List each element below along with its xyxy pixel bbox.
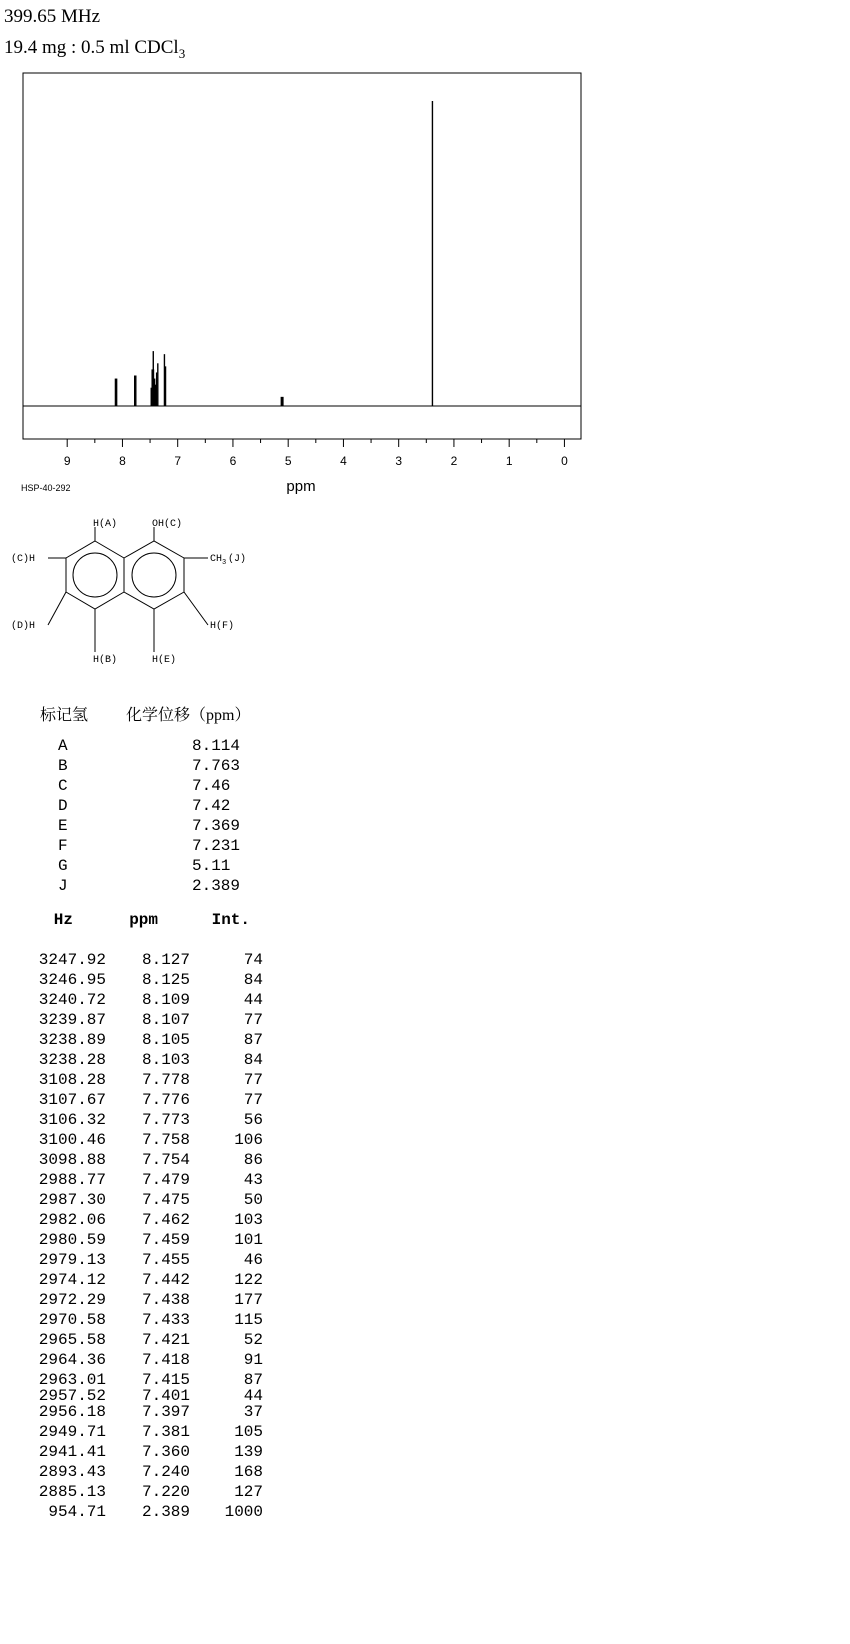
cell-hz: 2885.13 bbox=[38, 1483, 106, 1501]
table-row bbox=[20, 1310, 263, 1330]
assignment-shift: 5.11 bbox=[192, 857, 231, 875]
x-axis-label: ppm bbox=[286, 478, 316, 495]
sample-subscript: 3 bbox=[178, 45, 186, 61]
assignment-row bbox=[40, 776, 250, 796]
cell-int: 106 bbox=[234, 1131, 263, 1149]
table-row bbox=[20, 990, 263, 1010]
cell-ppm: 2.389 bbox=[141, 1503, 190, 1521]
table-row bbox=[20, 1350, 263, 1370]
cell-int: 56 bbox=[243, 1111, 263, 1129]
cell-hz: 2893.43 bbox=[38, 1463, 106, 1481]
assignment-row bbox=[40, 796, 250, 816]
cell-hz: 2988.77 bbox=[38, 1171, 106, 1189]
assignment-shift: 2.389 bbox=[192, 877, 241, 895]
spectrum-code: HSP-40-292 bbox=[21, 483, 71, 493]
assignment-label: B bbox=[58, 757, 68, 775]
assignment-label: C bbox=[58, 777, 68, 795]
assignment-row bbox=[40, 736, 250, 756]
cell-ppm: 7.397 bbox=[141, 1403, 190, 1421]
assignment-row bbox=[40, 816, 250, 836]
header-label: 标记氢 bbox=[40, 707, 89, 724]
cell-ppm: 7.401 bbox=[141, 1387, 190, 1405]
cell-int: 44 bbox=[243, 1387, 263, 1405]
cell-ppm: 7.220 bbox=[141, 1483, 190, 1501]
table-row bbox=[20, 1050, 263, 1070]
cell-int: 46 bbox=[243, 1251, 263, 1269]
cell-int: 50 bbox=[243, 1191, 263, 1209]
label-ch3-sub: 3 bbox=[222, 559, 227, 567]
assignment-row bbox=[40, 856, 250, 876]
x-tick-label: 0 bbox=[561, 454, 568, 468]
cell-hz: 3100.46 bbox=[38, 1131, 106, 1149]
cell-int: 127 bbox=[234, 1483, 263, 1501]
table-row bbox=[20, 1070, 263, 1090]
cell-int: 91 bbox=[243, 1351, 263, 1369]
cell-ppm: 7.758 bbox=[141, 1131, 190, 1149]
table-row bbox=[20, 1130, 263, 1150]
table-row bbox=[20, 1090, 263, 1110]
cell-int: 1000 bbox=[224, 1503, 263, 1521]
cell-hz: 954.71 bbox=[48, 1503, 106, 1521]
assignment-shift: 7.369 bbox=[192, 817, 241, 835]
cell-int: 87 bbox=[243, 1371, 263, 1389]
cell-ppm: 8.109 bbox=[141, 991, 190, 1009]
cell-ppm: 7.442 bbox=[141, 1271, 190, 1289]
right-ring bbox=[124, 541, 184, 609]
cell-ppm: 7.381 bbox=[141, 1423, 190, 1441]
cell-hz: 3246.95 bbox=[38, 971, 106, 989]
bond-hf bbox=[184, 592, 208, 625]
header-int: Int. bbox=[211, 911, 250, 929]
cell-ppm: 7.462 bbox=[141, 1211, 190, 1229]
label-ch: CH bbox=[210, 554, 223, 565]
x-tick-label: 2 bbox=[450, 454, 458, 468]
table-row bbox=[20, 1110, 263, 1130]
left-aromatic-circle bbox=[73, 553, 117, 597]
cell-int: 77 bbox=[243, 1091, 263, 1109]
cell-ppm: 7.754 bbox=[141, 1151, 190, 1169]
cell-hz: 3247.92 bbox=[38, 951, 106, 969]
x-tick-label: 5 bbox=[284, 454, 292, 468]
peak-table-header bbox=[20, 910, 263, 950]
cell-int: 177 bbox=[234, 1291, 263, 1309]
cell-ppm: 7.778 bbox=[141, 1071, 190, 1089]
sample-text: 19.4 mg : 0.5 ml CDCl bbox=[4, 37, 179, 58]
cell-ppm: 7.455 bbox=[141, 1251, 190, 1269]
label-j: (J) bbox=[228, 554, 247, 565]
table-row bbox=[20, 950, 263, 970]
cell-int: 105 bbox=[234, 1423, 263, 1441]
assignment-table bbox=[40, 702, 250, 896]
table-row bbox=[20, 1482, 263, 1502]
assignment-row bbox=[40, 836, 250, 856]
table-row bbox=[20, 1230, 263, 1250]
cell-ppm: 7.776 bbox=[141, 1091, 190, 1109]
label-hf: H(F) bbox=[210, 621, 235, 632]
x-tick-label: 8 bbox=[119, 454, 126, 468]
cell-ppm: 7.773 bbox=[141, 1111, 190, 1129]
cell-ppm: 7.475 bbox=[141, 1191, 190, 1209]
header-ppm: ppm bbox=[129, 911, 158, 929]
assignment-shift: 7.763 bbox=[192, 757, 241, 775]
label-hc: (C)H bbox=[11, 554, 36, 565]
cell-hz: 2972.29 bbox=[38, 1291, 106, 1309]
table-row bbox=[20, 970, 263, 990]
cell-ppm: 7.459 bbox=[141, 1231, 190, 1249]
x-tick-label: 1 bbox=[505, 454, 513, 468]
cell-int: 84 bbox=[243, 971, 263, 989]
cell-hz: 2987.30 bbox=[38, 1191, 106, 1209]
table-row bbox=[20, 1250, 263, 1270]
cell-hz: 2941.41 bbox=[38, 1443, 106, 1461]
cell-hz: 2964.36 bbox=[38, 1351, 106, 1369]
left-ring bbox=[66, 541, 124, 609]
cell-ppm: 7.240 bbox=[141, 1463, 190, 1481]
table-row bbox=[20, 1502, 263, 1522]
cell-int: 101 bbox=[234, 1231, 263, 1249]
cell-hz: 2974.12 bbox=[38, 1271, 106, 1289]
cell-int: 77 bbox=[243, 1011, 263, 1029]
cell-int: 122 bbox=[234, 1271, 263, 1289]
table-row bbox=[20, 1462, 263, 1482]
assignment-row bbox=[40, 756, 250, 776]
table-row bbox=[20, 1170, 263, 1190]
cell-hz: 2956.18 bbox=[38, 1403, 106, 1421]
table-row bbox=[20, 1330, 263, 1350]
cell-ppm: 7.421 bbox=[141, 1331, 190, 1349]
cell-hz: 2965.58 bbox=[38, 1331, 106, 1349]
table-row bbox=[20, 1290, 263, 1310]
cell-hz: 2979.13 bbox=[38, 1251, 106, 1269]
cell-hz: 2949.71 bbox=[38, 1423, 106, 1441]
table-row bbox=[20, 1030, 263, 1050]
cell-ppm: 8.107 bbox=[141, 1011, 190, 1029]
cell-hz: 3239.87 bbox=[38, 1011, 106, 1029]
x-tick-label: 6 bbox=[229, 454, 237, 468]
table-row bbox=[20, 1422, 263, 1442]
spectrometer-frequency: 399.65 MHz bbox=[4, 6, 101, 27]
cell-hz: 3098.88 bbox=[38, 1151, 106, 1169]
cell-hz: 3238.28 bbox=[38, 1051, 106, 1069]
cell-hz: 2980.59 bbox=[38, 1231, 106, 1249]
cell-int: 52 bbox=[243, 1331, 263, 1349]
label-oh: OH(C) bbox=[152, 519, 183, 530]
cell-hz: 2957.52 bbox=[38, 1387, 106, 1405]
label-he: H(E) bbox=[152, 655, 177, 666]
table-row bbox=[20, 1442, 263, 1462]
molecule-structure bbox=[0, 0, 300, 680]
cell-hz: 3108.28 bbox=[38, 1071, 106, 1089]
cell-ppm: 8.103 bbox=[141, 1051, 190, 1069]
cell-hz: 2963.01 bbox=[38, 1371, 106, 1389]
cell-int: 86 bbox=[243, 1151, 263, 1169]
cell-ppm: 7.418 bbox=[141, 1351, 190, 1369]
table-row bbox=[20, 1270, 263, 1290]
cell-hz: 2982.06 bbox=[38, 1211, 106, 1229]
cell-int: 115 bbox=[234, 1311, 263, 1329]
table-row bbox=[20, 1210, 263, 1230]
table-row bbox=[20, 1190, 263, 1210]
label-hd: (D)H bbox=[11, 621, 36, 632]
table-row bbox=[20, 1150, 263, 1170]
assignment-label: J bbox=[58, 877, 68, 895]
cell-ppm: 8.127 bbox=[141, 951, 190, 969]
cell-int: 139 bbox=[234, 1443, 263, 1461]
cell-hz: 3238.89 bbox=[38, 1031, 106, 1049]
cell-ppm: 7.433 bbox=[141, 1311, 190, 1329]
cell-hz: 2970.58 bbox=[38, 1311, 106, 1329]
assignment-shift: 7.42 bbox=[192, 797, 231, 815]
cell-int: 77 bbox=[243, 1071, 263, 1089]
ring-bonds bbox=[48, 527, 208, 652]
table-row bbox=[20, 1402, 263, 1422]
assignment-label: D bbox=[58, 797, 68, 815]
assignment-row bbox=[40, 876, 250, 896]
label-hb: H(B) bbox=[93, 655, 118, 666]
cell-int: 74 bbox=[243, 951, 263, 969]
x-tick-label: 3 bbox=[395, 454, 403, 468]
cell-hz: 3107.67 bbox=[38, 1091, 106, 1109]
cell-int: 87 bbox=[243, 1031, 263, 1049]
x-tick-label: 4 bbox=[340, 454, 347, 468]
cell-ppm: 7.360 bbox=[141, 1443, 190, 1461]
cell-int: 43 bbox=[243, 1171, 263, 1189]
cell-int: 37 bbox=[243, 1403, 263, 1421]
table-row bbox=[20, 1387, 263, 1405]
cell-int: 84 bbox=[243, 1051, 263, 1069]
assignment-shift: 7.46 bbox=[192, 777, 231, 795]
cell-ppm: 7.479 bbox=[141, 1171, 190, 1189]
x-tick-label: 7 bbox=[174, 454, 182, 468]
cell-ppm: 7.438 bbox=[141, 1291, 190, 1309]
assignment-label: G bbox=[58, 857, 68, 875]
peak-rows bbox=[20, 950, 263, 1522]
assignment-label: E bbox=[58, 817, 68, 835]
table-row bbox=[20, 1010, 263, 1030]
assignment-label: A bbox=[58, 737, 68, 755]
assignment-header bbox=[40, 702, 250, 736]
bond-hd bbox=[48, 592, 66, 625]
cell-int: 103 bbox=[234, 1211, 263, 1229]
assignment-shift: 7.231 bbox=[192, 837, 241, 855]
assignment-rows bbox=[40, 736, 250, 896]
right-aromatic-circle bbox=[132, 553, 176, 597]
cell-ppm: 7.415 bbox=[141, 1371, 190, 1389]
cell-hz: 3240.72 bbox=[38, 991, 106, 1009]
peak-list-table bbox=[20, 910, 263, 1522]
cell-int: 44 bbox=[243, 991, 263, 1009]
cell-int: 168 bbox=[234, 1463, 263, 1481]
header-hz: Hz bbox=[53, 911, 73, 929]
header-shift: 化学位移（ppm） bbox=[126, 707, 251, 724]
x-tick-label: 9 bbox=[63, 454, 71, 468]
cell-ppm: 8.125 bbox=[141, 971, 190, 989]
cell-hz: 3106.32 bbox=[38, 1111, 106, 1129]
cell-ppm: 8.105 bbox=[141, 1031, 190, 1049]
assignment-label: F bbox=[58, 837, 68, 855]
label-ha: H(A) bbox=[93, 519, 118, 530]
assignment-shift: 8.114 bbox=[192, 737, 241, 755]
